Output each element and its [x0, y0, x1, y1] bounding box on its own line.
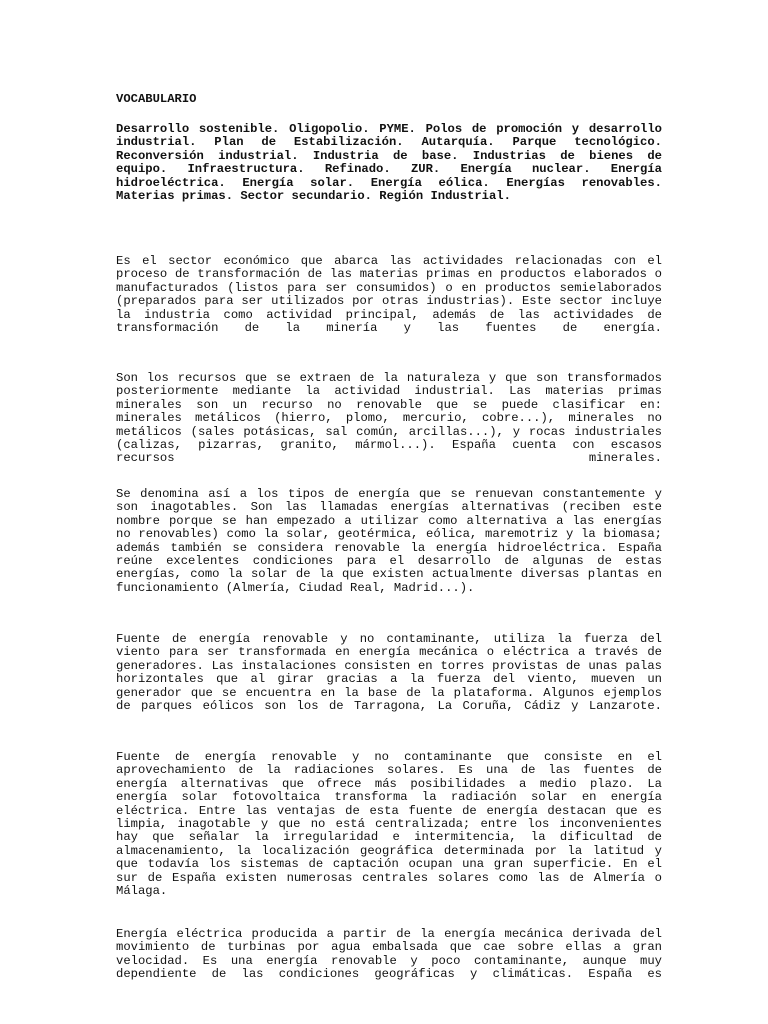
paragraph-energias-renovables: Se denomina así a los tipos de energía que se renuevan constantemente y son inagotables. Son las llamadas energías alternativas (reciben este nombre porque se han empezado a utilizar como alternativa a las energías no renovables) como la solar, geotérmica, eólica, maremotriz y la biomasa; además también se considera renovable la energía hidroeléctrica. España reúne excelentes condiciones para el desarrollo de algunas de estas energías, como la solar de la que existen actualmente diversas plantas en funcionamiento (Almería, Ciudad Real, Madrid...). [116, 487, 662, 595]
paragraph-sector-secundario: Es el sector económico que abarca las actividades relacionadas con el proceso de transformación de las materias primas en productos elaborados o manufacturados (listos para ser consumidos) o en productos semielaborados (preparados para ser utilizados por otras industrias). Este sector incluye la industria como actividad principal, además de las actividades de transformación de la minería y las fuentes de energía. [116, 254, 662, 336]
paragraph-materias-primas: Son los recursos que se extraen de la naturaleza y que son transformados posteriormente mediante la actividad industrial. Las materias primas minerales son un recurso no renovable que se puede clasificar en: minerales metálicos (hierro, plomo, mercurio, cobre...), minerales no metálicos (sales potásicas, sal común, arcillas...), y rocas industriales (calizas, pizarras, granito, mármol...). España cuenta con escasos recursos minerales. [116, 371, 662, 466]
paragraph-energia-eolica: Fuente de energía renovable y no contaminante, utiliza la fuerza del viento para ser transformada en energía mecánica o eléctrica a través de generadores. Las instalaciones consisten en torres provistas de unas palas horizontales que al girar gracias a la fuerza del viento, mueven un generador que se encuentra en la base de la plataforma. Algunos ejemplos de parques eólicos son los de Tarragona, La Coruña, Cádiz y Lanzarote. [116, 632, 662, 714]
vocabulary-terms: Desarrollo sostenible. Oligopolio. PYME. Polos de promoción y desarrollo industrial. Plan de Estabilización. Autarquía. Parque tecnológico. Reconversión industrial. Industria de base. Industrias de bienes de equipo. Infraestructura. Refinado. ZUR. Energía nuclear. Energía hidroeléctrica. Energía solar. Energía eólica. Energías renovables. Materias primas. Sector secundario. Región Industrial. [116, 122, 662, 204]
vocabulary-heading: VOCABULARIO [116, 92, 197, 106]
paragraph-energia-solar: Fuente de energía renovable y no contaminante que consiste en el aprovechamiento de la radiaciones solares. Es una de las fuentes de energía alternativas que ofrece más posibilidades a medio plazo. La energía solar fotovoltaica transforma la radiación solar en energía eléctrica. Entre las ventajas de esta fuente de energía destacan que es limpia, inagotable y que no está centralizada; entre los inconvenientes hay que señalar la irregularidad e intermitencia, la dificultad de almacenamiento, la localización geográfica determinada por la latitud y que todavía los sistemas de captación ocupan una gran superficie. En el sur de España existen numerosas centrales solares como las de Almería o Málaga. [116, 750, 662, 899]
paragraph-energia-hidroelectrica: Energía eléctrica producida a partir de la energía mecánica derivada del movimiento de turbinas por agua embalsada que cae sobre ellas a gran velocidad. Es una energía renovable y poco contaminante, aunque muy dependiente de las condiciones geográficas y climáticas. España es [116, 927, 662, 982]
